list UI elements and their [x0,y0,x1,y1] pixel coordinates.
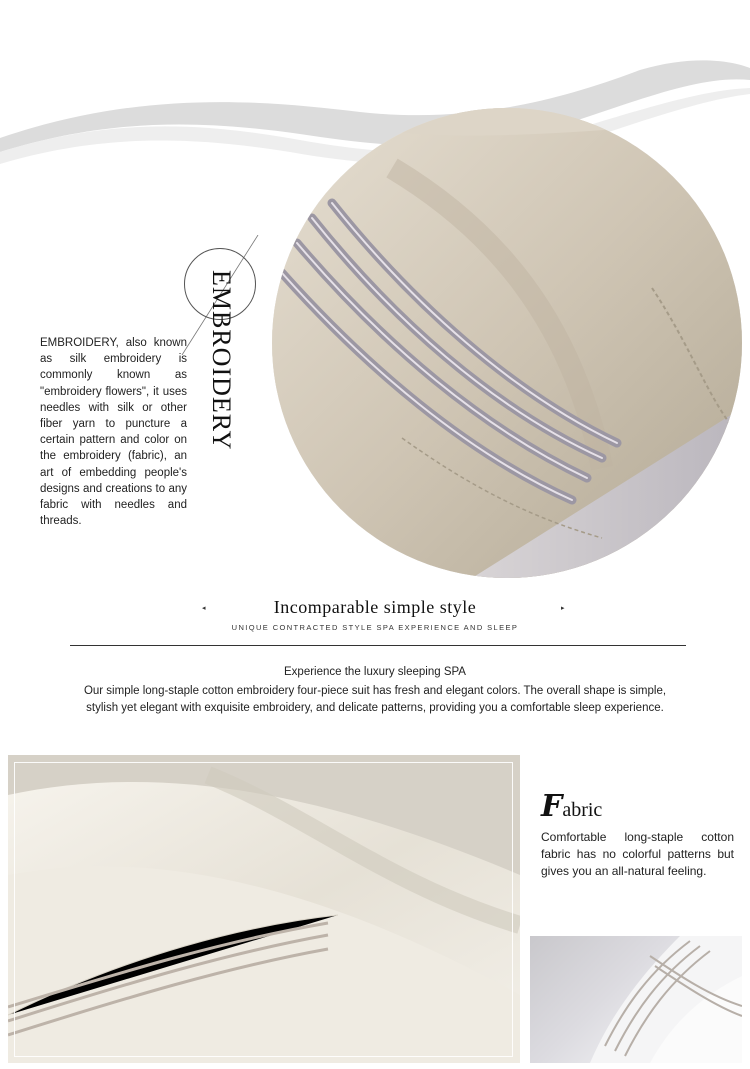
embroidery-heading: EMBROIDERY [207,270,236,451]
fabric-heading-cap: F [541,789,563,824]
embroidery-description: EMBROIDERY, also known as silk embroidery is commonly known as "embroidery flowers", it uses needles with silk or other fiber yarn to puncture a certain pattern and color on the embroidery (fabric), an art of embedding people's designs and creations to any fabric with needles and threads. [40,337,187,528]
section-title: Incomparable simple style [273,597,477,617]
embroidery-photo [272,108,742,578]
arrow-right-icon: ▸ [561,605,565,612]
fabric-detail-photo [530,936,742,1063]
intro-body: Our simple long-staple cotton embroidery four-piece suit has fresh and elegant colors. The overall shape is simple, stylish yet elegant with exquisite embroidery, and delicate patterns, providing you a comfortable sleep experience. [83,685,667,714]
fabric-description: Comfortable long-staple cotton fabric has no colorful patterns but gives you an all-natural feeling. [541,830,734,878]
section-divider [70,645,686,646]
fabric-heading [541,789,741,824]
fabric-heading-rest: abric [562,799,603,821]
arrow-left-icon: ◂ [202,605,206,612]
fabric-photo-frame [14,762,513,1057]
intro-title: Experience the luxury sleeping SPA [284,666,466,678]
section-subtitle: UNIQUE CONTRACTED STYLE SPA EXPERIENCE AND SLEEP [231,623,519,632]
